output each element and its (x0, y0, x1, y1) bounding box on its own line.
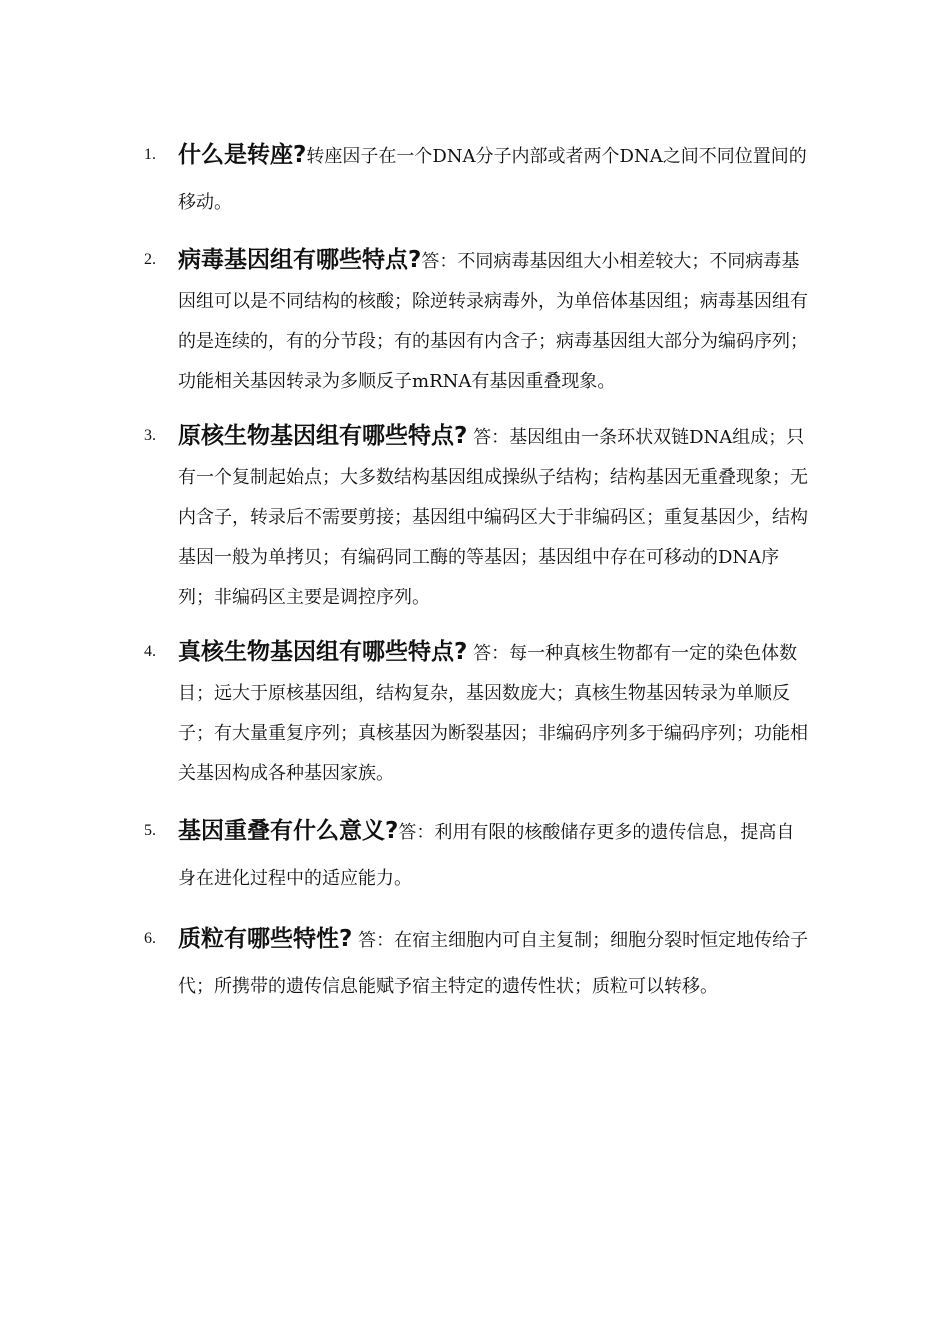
question-text: 真核生物基因组有哪些特点? (178, 639, 468, 665)
question-text: 原核生物基因组有哪些特点? (178, 423, 468, 449)
qa-list (140, 132, 810, 1024)
qa-item-4 (140, 632, 810, 794)
answer-text: 转座因子在一个DNA分子内部或者两个DNA之间不同位置间的移动。 (178, 146, 807, 213)
answer-text: 答：基因组由一条环状双链DNA组成；只有一个复制起始点；大多数结构基因组成操纵子结构；结构基因无重叠现象；无内含子，转录后不需要剪接；基因组中编码区大于非编码区；重复基因少，结构基因一般为单拷贝；有编码同工酶的等基因；基因组中存在可移动的DNA序列；非编码区主要是调控序列。 (178, 427, 808, 608)
item-number: 3. (144, 427, 156, 444)
question-text: 质粒有哪些特性? (178, 926, 353, 952)
question-text: 基因重叠有什么意义? (178, 818, 399, 844)
item-number: 2. (144, 251, 156, 268)
answer-text: 答：在宿主细胞内可自主复制；细胞分裂时恒定地传给子代；所携带的遗传信息能赋予宿主特定的遗传性状；质粒可以转移。 (178, 930, 809, 997)
qa-item-5 (140, 808, 810, 902)
qa-item-1 (140, 132, 810, 226)
item-number: 6. (144, 930, 156, 947)
answer-text: 答：每一种真核生物都有一定的染色体数目；远大于原核基因组，结构复杂，基因数庞大；真核生物基因转录为单顺反子；有大量重复序列；真核基因为断裂基因；非编码序列多于编码序列；功能相关基因构成各种基因家族。 (178, 643, 808, 784)
qa-item-6 (140, 916, 810, 1010)
item-number: 1. (144, 146, 156, 163)
item-number: 5. (144, 822, 156, 839)
item-number: 4. (144, 643, 156, 660)
qa-item-2 (140, 240, 810, 402)
question-text: 什么是转座? (178, 142, 307, 168)
answer-text: 答：利用有限的核酸储存更多的遗传信息，提高自身在进化过程中的适应能力。 (178, 822, 795, 889)
answer-text: 答：不同病毒基因组大小相差较大；不同病毒基因组可以是不同结构的核酸；除逆转录病毒外，为单倍体基因组；病毒基因组有的是连续的，有的分节段；有的基因有内含子；病毒基因组大部分为编码序列；功能相关基因转录为多顺反子mRNA有基因重叠现象。 (178, 251, 808, 392)
question-text: 病毒基因组有哪些特点? (178, 247, 422, 273)
qa-item-3 (140, 416, 810, 618)
